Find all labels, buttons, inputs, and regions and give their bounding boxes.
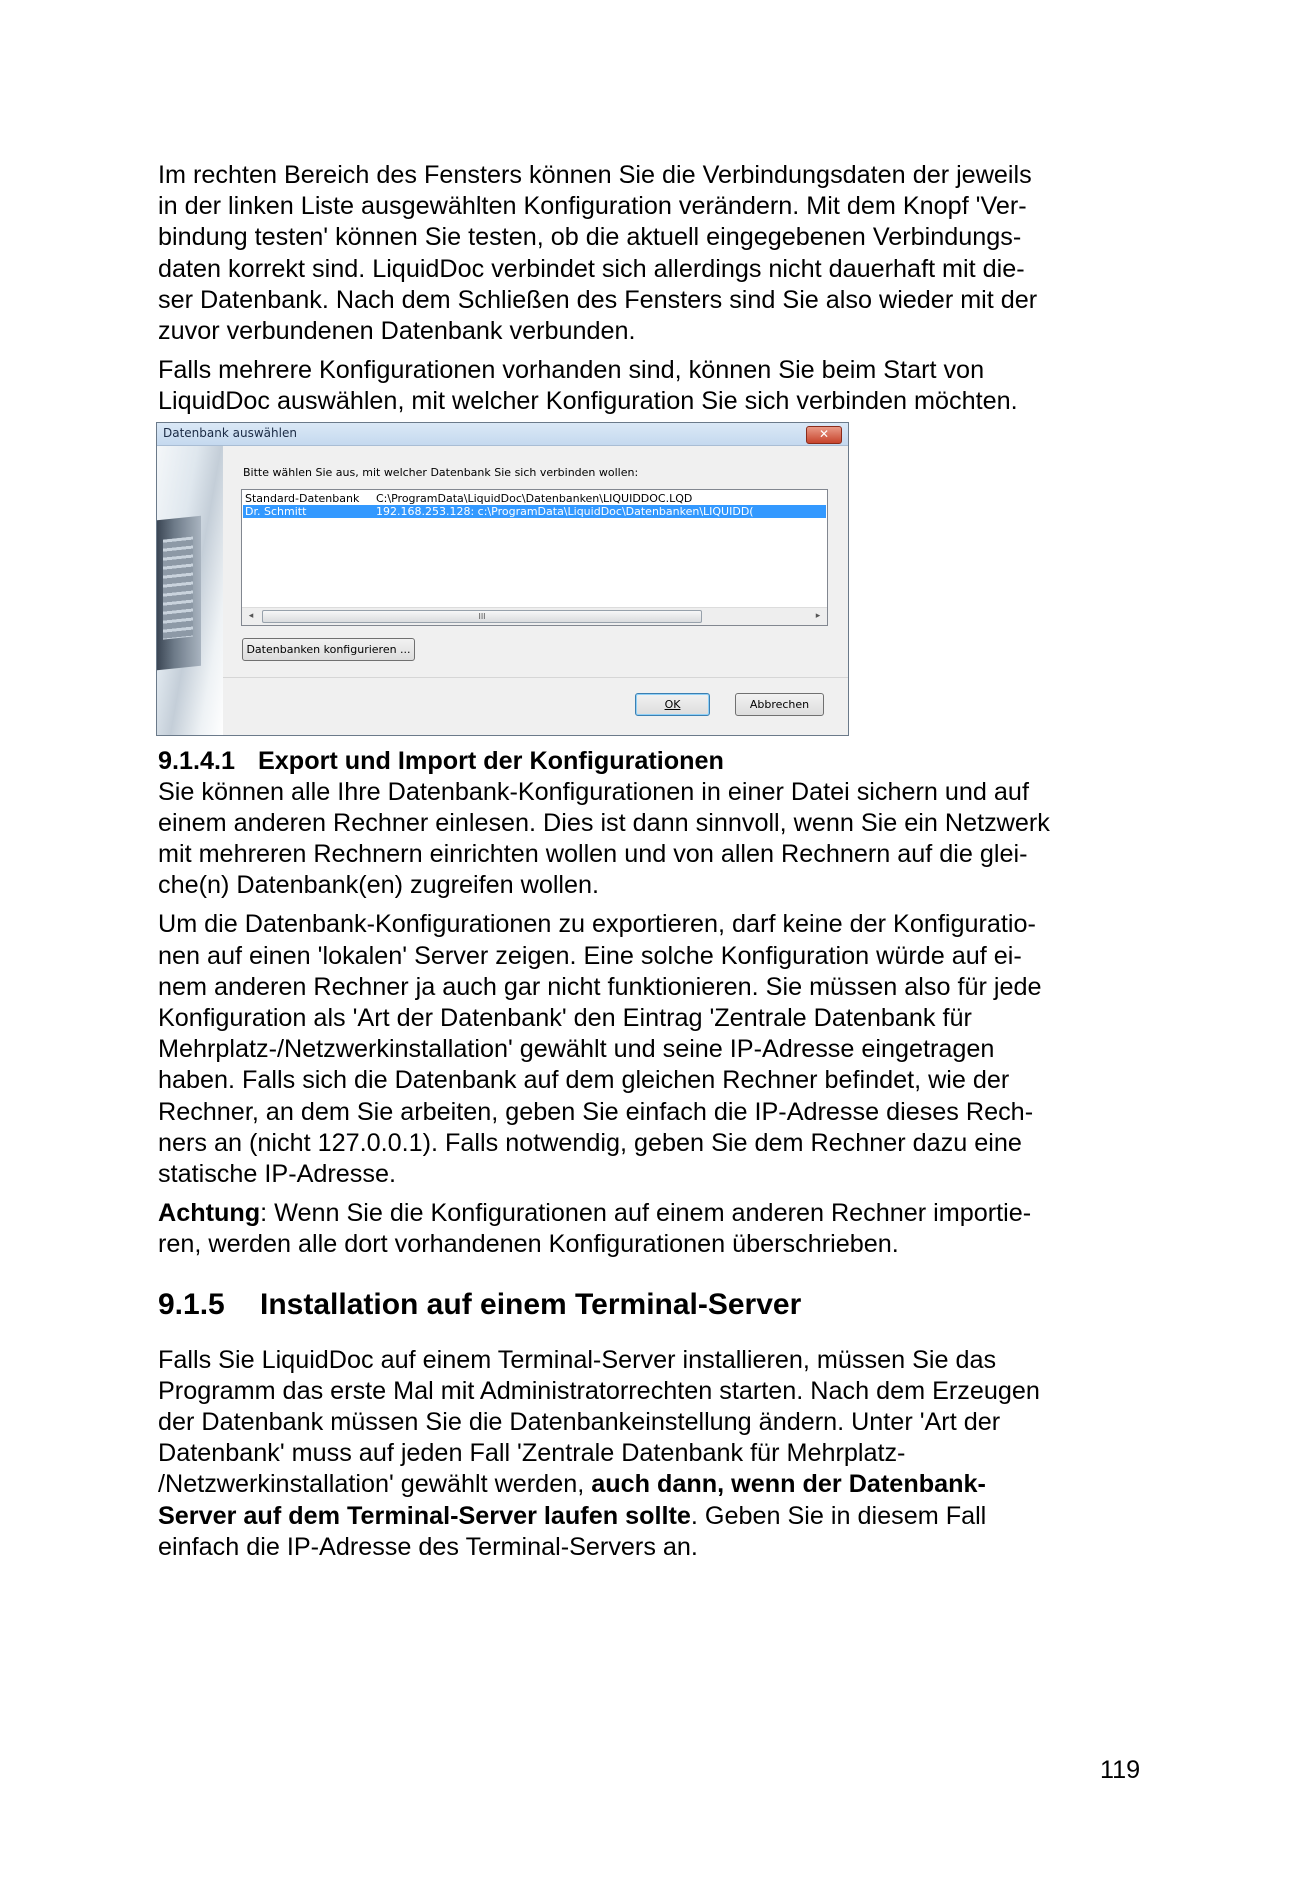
list-item-name: Standard-Datenbank [245,491,360,505]
text-line: daten korrekt sind. LiquidDoc verbindet sich allerdings nicht dauerhaft mit die- [158,254,1025,283]
text-line: Im rechten Bereich des Fensters können Sie die Verbindungsdaten der jeweils [158,161,1032,189]
page-content [158,160,1148,1571]
text-run: : Wenn Sie die Konfigurationen auf einem anderen Rechner importie- [260,1199,1032,1228]
paragraph-export-requirements [158,909,1148,1190]
text-line: haben. Falls sich die Datenbank auf dem gleichen Rechner befindet, wie der [158,1066,1010,1095]
text-line: mit mehreren Rechnern einrichten wollen und von allen Rechnern auf die glei- [158,840,1028,869]
text-line: Falls Sie LiquidDoc auf einem Terminal-Server installieren, müssen Sie das [158,1345,997,1374]
text-line: ser Datenbank. Nach dem Schließen des Fensters sind Sie also wieder mit der [158,285,1038,314]
text-run: /Netzwerkinstallation' gewählt werden, [158,1470,592,1499]
text-line: bindung testen' können Sie testen, ob die aktuell eingegebenen Verbindungs- [158,223,1022,252]
text-line: ren, werden alle dort vorhandenen Konfigurationen überschrieben. [158,1230,899,1259]
paragraph-warning [158,1198,1148,1260]
text-line: Sie können alle Ihre Datenbank-Konfigurationen in einer Datei sichern und auf [158,777,1029,806]
dialog-divider [223,677,848,678]
text-line: ners an (nicht 127.0.0.1). Falls notwendig, geben Sie dem Rechner dazu eine [158,1128,1022,1157]
text-line: Um die Datenbank-Konfigurationen zu exportieren, darf keine der Konfiguratio- [158,910,1036,939]
text-line [158,1198,1148,1229]
warning-label: Achtung [158,1199,261,1228]
page-number: 119 [1100,1756,1141,1784]
text-line: statische IP-Adresse. [158,1160,396,1189]
heading-text: Export und Import der Konfigurationen [258,746,724,775]
list-item-name: Dr. Schmitt [245,504,307,518]
text-line: Mehrplatz-/Netzwerkinstallation' gewählt und seine IP-Adresse eingetragen [158,1035,995,1064]
bold-run: auch dann, wenn der Datenbank- [591,1470,986,1499]
text-run: . Geben Sie in diesem Fall [690,1501,987,1530]
heading-text: Installation auf einem Terminal-Server [260,1287,802,1321]
text-line: che(n) Datenbank(en) zugreifen wollen. [158,871,600,900]
heading-number: 9.1.4.1 [158,746,236,775]
text-line: einfach die IP-Adresse des Terminal-Servers an. [158,1532,698,1561]
text-line: zuvor verbundenen Datenbank verbunden. [158,317,636,346]
heading-number: 9.1.5 [158,1287,225,1321]
section-heading [158,1287,1148,1323]
list-item-selected[interactable] [243,505,826,518]
text-line [158,1501,1148,1532]
dialog-prompt: Bitte wählen Sie aus, mit welcher Datenbank Sie sich verbinden wollen: [243,465,639,479]
database-select-dialog [156,422,849,736]
configure-databases-button[interactable]: Datenbanken konfigurieren ... [242,638,415,661]
text-line: in der linken Liste ausgewählten Konfiguration verändern. Mit dem Knopf 'Ver- [158,192,1027,221]
dialog-side-image [157,446,223,735]
scrollbar-thumb[interactable]: III [262,610,702,623]
text-line: Konfiguration als 'Art der Datenbank' den Eintrag 'Zentrale Datenbank für [158,1004,972,1033]
text-line: LiquidDoc auswählen, mit welcher Konfiguration Sie sich verbinden möchten. [158,387,1018,416]
text-line: der Datenbank müssen Sie die Datenbankeinstellung ändern. Unter 'Art der [158,1408,1001,1437]
paragraph-export-import [158,777,1148,902]
text-line: Programm das erste Mal mit Administratorrechten starten. Nach dem Erzeugen [158,1376,1040,1405]
scroll-right-icon[interactable]: ▸ [815,610,821,621]
ok-button[interactable]: OK [635,693,710,716]
close-button[interactable] [806,426,842,444]
paragraph-multiple-configs [158,355,1148,417]
text-line: Rechner, an dem Sie arbeiten, geben Sie einfach die IP-Adresse dieses Rech- [158,1097,1034,1126]
paragraph-terminal-server [158,1345,1148,1563]
subsection-heading [158,746,1148,777]
text-line: nen auf einen 'lokalen' Server zeigen. Eine solche Konfiguration würde auf ei- [158,941,1022,970]
list-item[interactable] [243,492,826,505]
text-line: Datenbank' muss auf jeden Fall 'Zentrale Datenbank für Mehrplatz- [158,1439,906,1468]
list-item-path: 192.168.253.128: c:\ProgramData\LiquidDoc\Datenbanken\LIQUIDD( [376,504,754,518]
text-line [158,1469,1148,1500]
monitor-illustration [157,515,201,670]
text-line: Falls mehrere Konfigurationen vorhanden sind, können Sie beim Start von [158,356,985,385]
paragraph-config-edit [158,160,1148,347]
bold-run: Server auf dem Terminal-Server laufen sollte [158,1501,691,1530]
list-item-path: C:\ProgramData\LiquidDoc\Datenbanken\LIQUIDDOC.LQD [376,491,693,505]
dialog-title-bar [157,423,848,446]
dialog-title: Datenbank auswählen [163,425,297,440]
database-list[interactable] [241,489,828,626]
text-line: einem anderen Rechner einlesen. Dies ist dann sinnvoll, wenn Sie ein Netzwerk [158,808,1050,837]
text-line: nem anderen Rechner ja auch gar nicht funktionieren. Sie müssen also für jede [158,972,1042,1001]
scroll-left-icon[interactable]: ◂ [248,610,254,621]
close-icon: ✕ [818,426,830,441]
cancel-button[interactable]: Abbrechen [735,693,824,716]
horizontal-scrollbar[interactable] [242,607,827,625]
